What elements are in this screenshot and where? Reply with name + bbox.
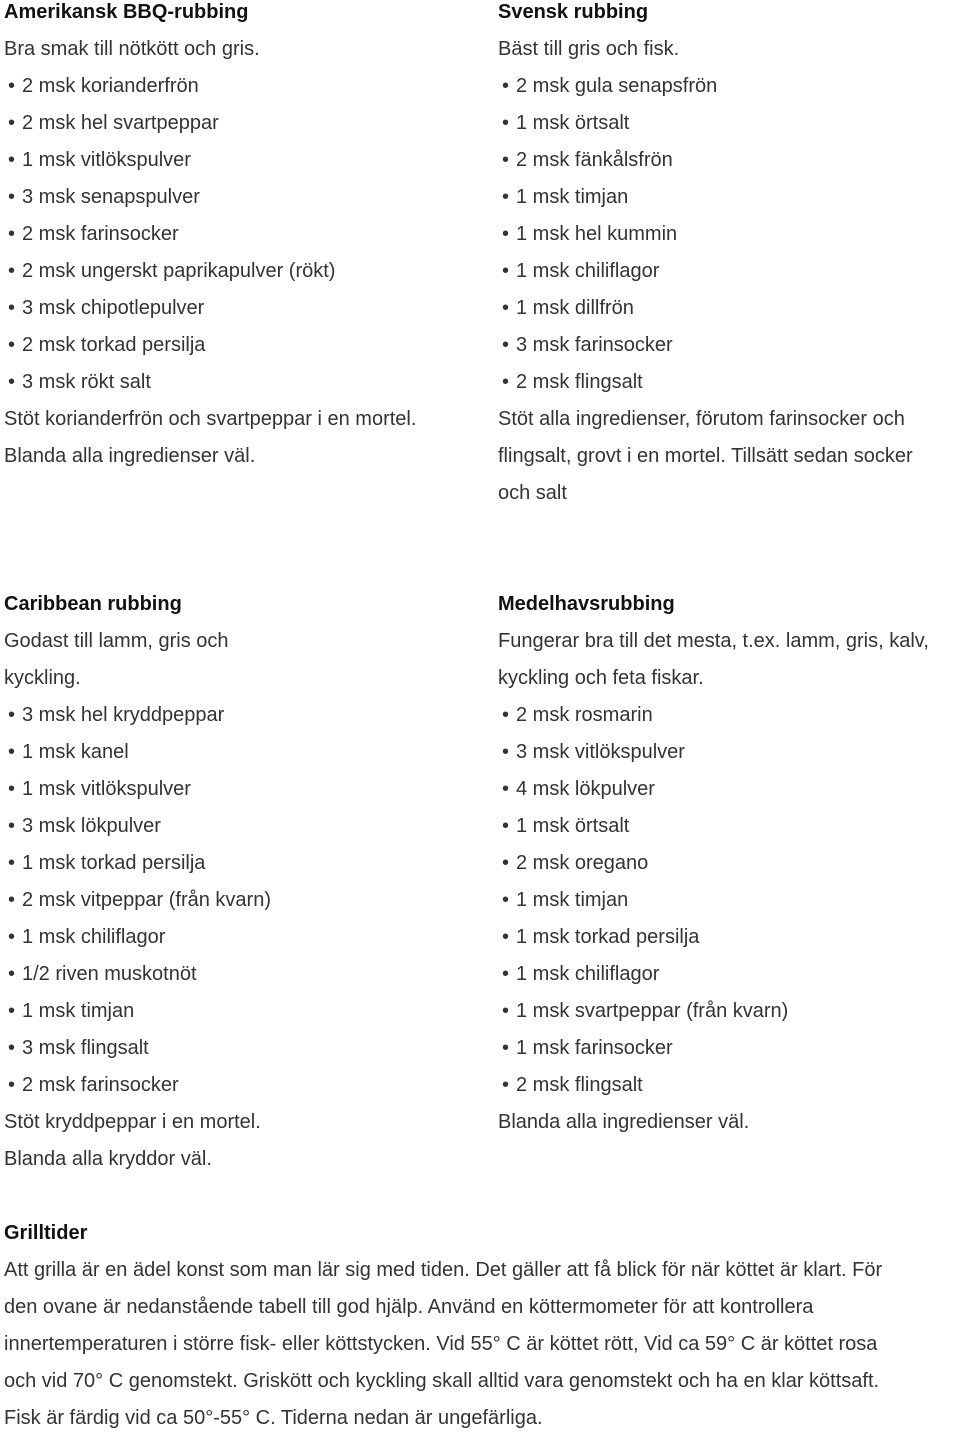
recipe-instruction: Stöt kryddpeppar i en mortel. bbox=[4, 1111, 261, 1133]
recipe-intro: kyckling och feta fiskar. bbox=[498, 667, 704, 689]
paragraph-line: innertemperaturen i större fisk- eller köttstycken. Vid 55° C är köttet rött, Vid ca 59° C är köttet rosa bbox=[4, 1333, 878, 1355]
grilltider-section bbox=[4, 1215, 956, 1437]
recipe-instruction: Stöt korianderfrön och svartpeppar i en mortel. bbox=[4, 408, 417, 430]
recipe-title: Amerikansk BBQ-rubbing bbox=[4, 1, 249, 23]
ingredient-item: • 1 msk dillfrön bbox=[498, 290, 958, 327]
recipe-instruction: Blanda alla kryddor väl. bbox=[4, 1148, 212, 1170]
recipe-instruction: Stöt alla ingredienser, förutom farinsocker och bbox=[498, 408, 905, 430]
recipe-caribbean bbox=[4, 586, 474, 1178]
paragraph-line: och vid 70° C genomstekt. Griskött och kyckling skall alltid vara genomstekt och ha en klar köttsaft. bbox=[4, 1370, 880, 1392]
ingredient-item: • 2 msk farinsocker bbox=[4, 1067, 474, 1104]
recipe-instruction: Blanda alla ingredienser väl. bbox=[4, 445, 256, 467]
ingredient-item: • 2 msk oregano bbox=[498, 845, 960, 882]
ingredient-item: • 2 msk flingsalt bbox=[498, 364, 958, 401]
ingredient-item: • 3 msk hel kryddpeppar bbox=[4, 697, 474, 734]
ingredient-item: • 3 msk senapspulver bbox=[4, 179, 474, 216]
section-title: Grilltider bbox=[4, 1222, 88, 1244]
ingredient-item: • 1 msk hel kummin bbox=[498, 216, 958, 253]
recipe-bbq bbox=[4, 0, 474, 475]
paragraph-line: Att grilla är en ädel konst som man lär sig med tiden. Det gäller att få blick för när köttet är klart. För bbox=[4, 1259, 883, 1281]
ingredient-item: • 1/2 riven muskotnöt bbox=[4, 956, 474, 993]
ingredient-item: • 1 msk chiliflagor bbox=[498, 253, 958, 290]
ingredient-item: • 3 msk rökt salt bbox=[4, 364, 474, 401]
ingredient-item: • 3 msk farinsocker bbox=[498, 327, 958, 364]
recipe-instruction: flingsalt, grovt i en mortel. Tillsätt sedan socker bbox=[498, 445, 913, 467]
recipe-instruction: och salt bbox=[498, 482, 567, 504]
ingredient-item: • 2 msk hel svartpeppar bbox=[4, 105, 474, 142]
ingredient-item: • 3 msk lökpulver bbox=[4, 808, 474, 845]
ingredient-item: • 1 msk torkad persilja bbox=[4, 845, 474, 882]
ingredient-item: • 1 msk chiliflagor bbox=[4, 919, 474, 956]
recipe-intro: Fungerar bra till det mesta, t.ex. lamm, gris, kalv, bbox=[498, 630, 929, 652]
ingredient-item: • 2 msk rosmarin bbox=[498, 697, 960, 734]
ingredient-item: • 2 msk vitpeppar (från kvarn) bbox=[4, 882, 474, 919]
ingredient-item: • 1 msk svartpeppar (från kvarn) bbox=[498, 993, 960, 1030]
ingredient-item: • 3 msk flingsalt bbox=[4, 1030, 474, 1067]
ingredient-item: • 2 msk gula senapsfrön bbox=[498, 68, 958, 105]
recipe-title: Caribbean rubbing bbox=[4, 593, 182, 615]
recipe-medelhav bbox=[498, 586, 960, 1141]
paragraph-line: Fisk är färdig vid ca 50°-55° C. Tiderna nedan är ungefärliga. bbox=[4, 1407, 543, 1429]
ingredient-item: • 1 msk vitlökspulver bbox=[4, 771, 474, 808]
recipe-instruction: Blanda alla ingredienser väl. bbox=[498, 1111, 750, 1133]
ingredient-item: • 2 msk korianderfrön bbox=[4, 68, 474, 105]
ingredient-item: • 1 msk örtsalt bbox=[498, 808, 960, 845]
ingredient-item: • 3 msk chipotlepulver bbox=[4, 290, 474, 327]
ingredient-item: • 2 msk torkad persilja bbox=[4, 327, 474, 364]
ingredient-item: • 4 msk lökpulver bbox=[498, 771, 960, 808]
ingredient-item: • 2 msk fänkålsfrön bbox=[498, 142, 958, 179]
ingredient-item: • 1 msk vitlökspulver bbox=[4, 142, 474, 179]
paragraph-line: den ovane är nedanstående tabell till god hjälp. Använd en köttermometer för att kontrollera bbox=[4, 1296, 814, 1318]
ingredient-item: • 2 msk flingsalt bbox=[498, 1067, 960, 1104]
recipe-svensk bbox=[498, 0, 958, 512]
ingredient-item: • 1 msk timjan bbox=[498, 882, 960, 919]
ingredient-item: • 3 msk vitlökspulver bbox=[498, 734, 960, 771]
ingredient-item: • 1 msk chiliflagor bbox=[498, 956, 960, 993]
recipe-intro: Bäst till gris och fisk. bbox=[498, 38, 680, 60]
recipe-intro: kyckling. bbox=[4, 667, 81, 689]
recipe-title: Medelhavsrubbing bbox=[498, 593, 675, 615]
ingredient-item: • 1 msk örtsalt bbox=[498, 105, 958, 142]
ingredient-item: • 2 msk farinsocker bbox=[4, 216, 474, 253]
recipe-intro: Godast till lamm, gris och bbox=[4, 630, 229, 652]
ingredient-item: • 1 msk torkad persilja bbox=[498, 919, 960, 956]
recipe-intro: Bra smak till nötkött och gris. bbox=[4, 38, 260, 60]
ingredient-item: • 1 msk timjan bbox=[4, 993, 474, 1030]
ingredient-item: • 1 msk timjan bbox=[498, 179, 958, 216]
ingredient-item: • 2 msk ungerskt paprikapulver (rökt) bbox=[4, 253, 474, 290]
recipe-title: Svensk rubbing bbox=[498, 1, 649, 23]
ingredient-item: • 1 msk farinsocker bbox=[498, 1030, 960, 1067]
ingredient-item: • 1 msk kanel bbox=[4, 734, 474, 771]
